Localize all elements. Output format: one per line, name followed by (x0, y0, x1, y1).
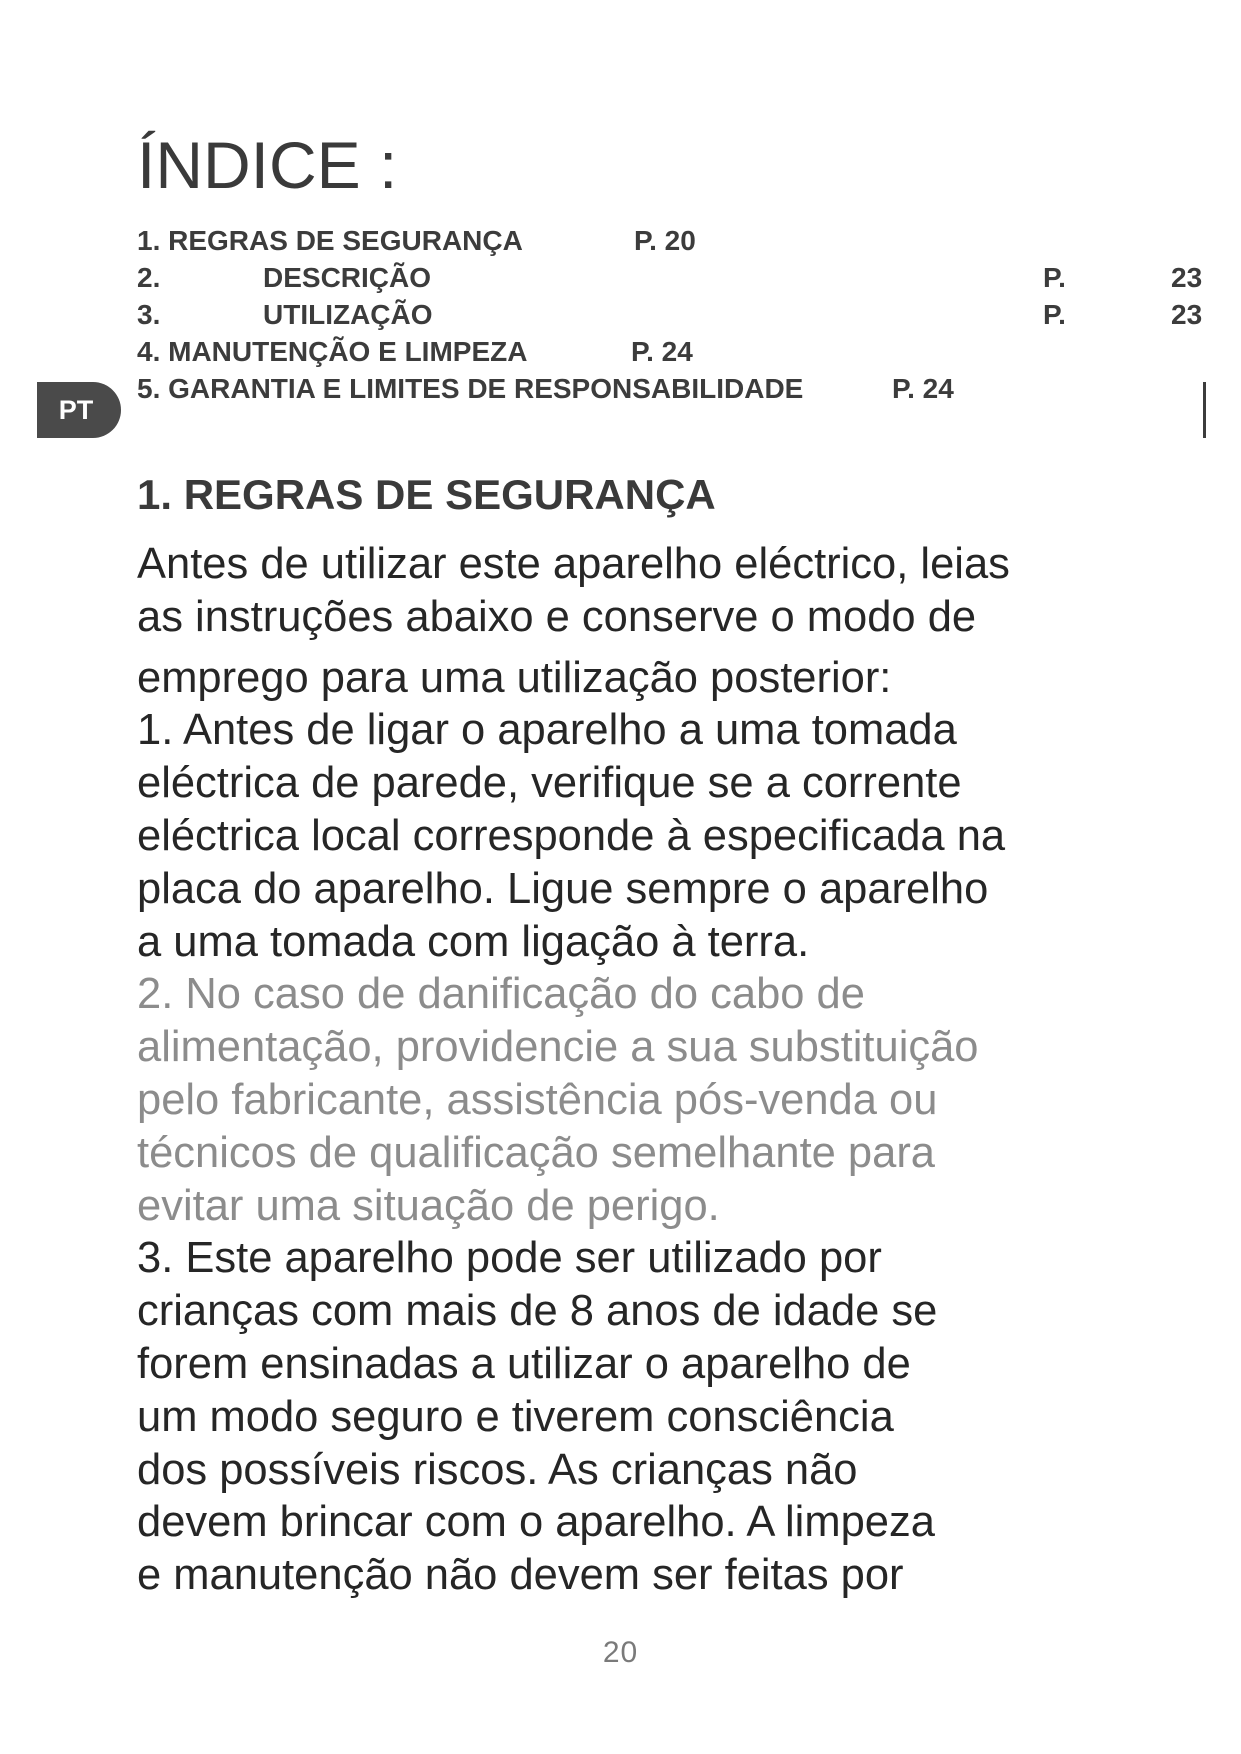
language-tab: PT (37, 382, 121, 438)
toc-item-label: DESCRIÇÃO (263, 262, 432, 293)
toc-item-page: P. 24 (631, 336, 693, 367)
rule-3-line: forem ensinadas a utilizar o aparelho de (137, 1339, 911, 1388)
rule-3-line: um modo seguro e tiverem consciência (137, 1392, 894, 1441)
intro-line: as instruções abaixo e conserve o modo de (137, 592, 977, 641)
toc-item-5 (137, 370, 1217, 407)
intro-line: Antes de utilizar este aparelho eléctrico, leias (137, 540, 1010, 588)
rule-3-line: dos possíveis riscos. As crianças não (137, 1445, 858, 1494)
toc-item-2 (137, 259, 1217, 296)
toc-item-page-prefix: P. (1043, 262, 1066, 293)
toc-item-page-prefix: P. (1043, 299, 1066, 330)
toc-item-page: P. 24 (892, 373, 954, 404)
index-title: ÍNDICE : (137, 128, 398, 202)
edge-divider (1203, 382, 1206, 438)
rule-1-line: placa do aparelho. Ligue sempre o aparelho (137, 864, 989, 913)
rule-2-line: alimentação, providencie a sua substituição (137, 1023, 979, 1072)
table-of-contents (137, 222, 1217, 407)
toc-item-page: 23 (1171, 262, 1203, 293)
section-body (137, 538, 1137, 1602)
toc-item-number: 3. (137, 299, 161, 330)
rule-2-line: 2. No caso de danificação do cabo de (137, 970, 865, 1019)
rule-2-line: técnicos de qualificação semelhante para (137, 1128, 935, 1177)
rule-3-line: 3. Este aparelho pode ser utilizado por (137, 1234, 882, 1283)
toc-item-label: 1. REGRAS DE SEGURANÇA (137, 225, 523, 256)
toc-item-page: P. 20 (634, 225, 696, 256)
toc-item-page: 23 (1171, 299, 1203, 330)
toc-item-number: 2. (137, 262, 161, 293)
rule-1-line: eléctrica de parede, verifique se a corrente (137, 759, 962, 808)
toc-item-1 (137, 222, 1217, 259)
toc-item-label: 5. GARANTIA E LIMITES DE RESPONSABILIDADE (137, 373, 804, 404)
rule-1-line: a uma tomada com ligação à terra. (137, 917, 810, 966)
toc-item-3 (137, 296, 1217, 333)
rule-3-line: devem brincar com o aparelho. A limpeza (137, 1498, 935, 1547)
rule-1-line: 1. Antes de ligar o aparelho a uma tomada (137, 706, 957, 755)
toc-item-4 (137, 333, 1217, 370)
intro-line: emprego para uma utilização posterior: (137, 653, 892, 702)
rule-3-line: e manutenção não devem ser feitas por (137, 1551, 904, 1600)
toc-item-label: UTILIZAÇÃO (263, 299, 433, 330)
rule-2-line: pelo fabricante, assistência pós-venda ou (137, 1075, 938, 1124)
rule-2-line: evitar uma situação de perigo. (137, 1181, 720, 1230)
rule-1-line: eléctrica local corresponde à especificada na (137, 811, 1006, 860)
page-number: 20 (602, 1636, 639, 1669)
rule-3-line: crianças com mais de 8 anos de idade se (137, 1287, 938, 1336)
section-heading: 1. REGRAS DE SEGURANÇA (137, 471, 716, 518)
toc-item-label: 4. MANUTENÇÃO E LIMPEZA (137, 336, 528, 367)
